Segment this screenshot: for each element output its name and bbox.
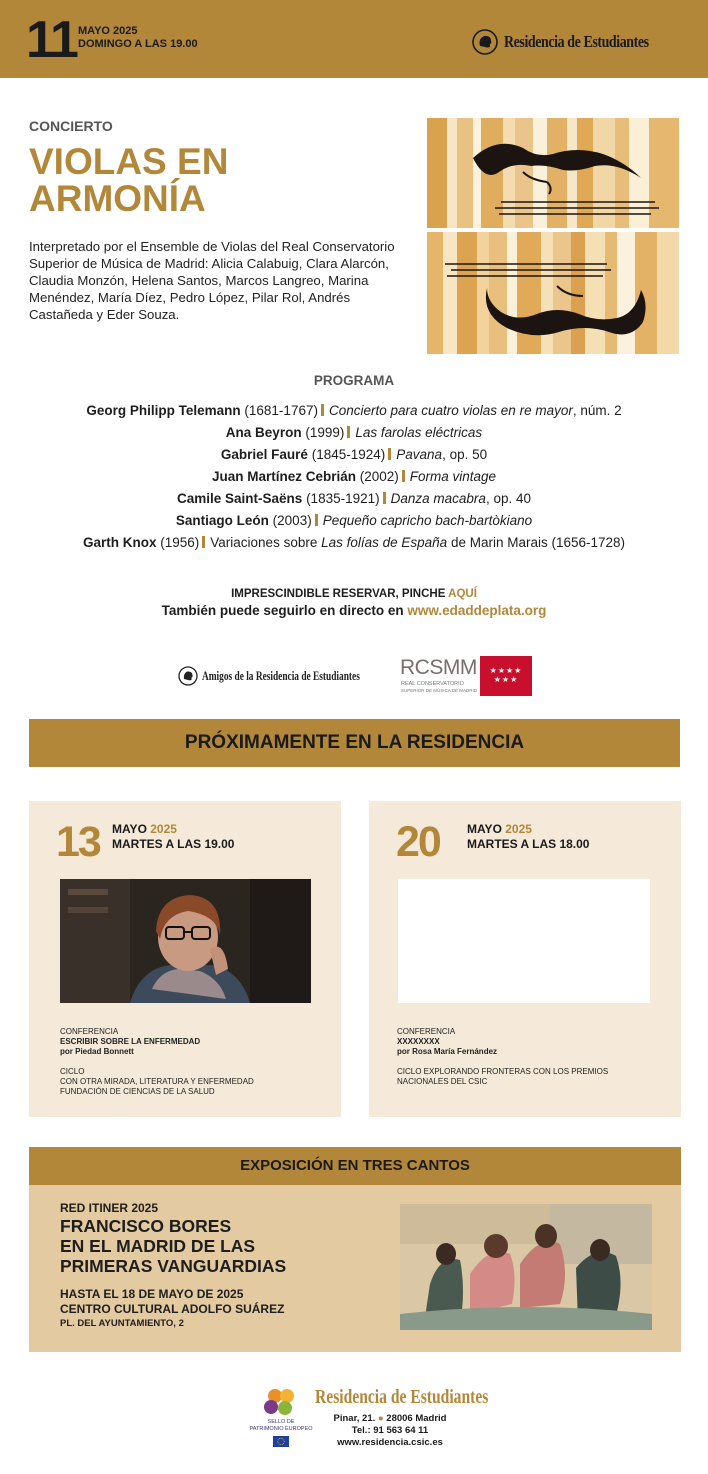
programa-heading: PROGRAMA	[313, 373, 395, 388]
footer-address: Pinar, 21. ● 28006 Madrid Tel.: 91 563 64 11 www.residencia.csic.es	[310, 1413, 470, 1449]
upcoming-event-card[interactable]	[369, 801, 681, 1117]
composer-name: Garth Knox	[82, 535, 157, 550]
expo-kicker: RED ITINER 2025	[60, 1201, 159, 1215]
residencia-logo-text: Residencia de Estudiantes	[503, 32, 649, 51]
separator-bar	[347, 426, 350, 438]
card-type: CONFERENCIA	[397, 1027, 456, 1036]
card-title: ESCRIBIR SOBRE LA ENFERMEDAD	[60, 1037, 201, 1046]
separator-bar	[383, 492, 386, 504]
composer-years: (1956)	[160, 535, 200, 550]
footer-street: Pinar, 21.	[333, 1413, 376, 1424]
european-heritage-seal-icon	[245, 1386, 317, 1452]
expo-title-line1: FRANCISCO BORES	[60, 1216, 232, 1236]
card-details	[397, 1027, 657, 1087]
madrid-flag-icon: ★★★★ ★★★	[480, 656, 532, 696]
card-month: MAYO	[112, 822, 147, 836]
residencia-head-icon	[472, 29, 498, 55]
composer-years: (1999)	[305, 425, 345, 440]
composer-name: Georg Philipp Telemann	[86, 403, 241, 418]
programa-item	[0, 488, 708, 510]
separator-bar	[202, 536, 205, 548]
separator-bar	[388, 448, 391, 460]
card-weekday-time: MARTES A LAS 18.00	[467, 837, 590, 851]
amigos-logo[interactable]	[178, 666, 421, 686]
card-day: 13	[56, 818, 100, 866]
expo-venue: CENTRO CULTURAL ADOLFO SUÁREZ	[60, 1302, 285, 1316]
painting-image	[400, 1204, 652, 1330]
programa-item	[0, 510, 708, 532]
card-year: 2025	[505, 822, 532, 836]
residencia-logo[interactable]	[472, 28, 680, 56]
header-bar	[0, 0, 708, 78]
programa-item	[0, 400, 708, 422]
event-kicker: CONCIERTO	[29, 118, 113, 134]
work-title: Forma vintage	[409, 469, 497, 484]
event-day: 11	[26, 11, 77, 69]
programa-list	[0, 400, 708, 554]
live-text: También puede seguirlo en directo en	[161, 603, 408, 618]
card-cycle-label: CICLO	[60, 1067, 85, 1076]
programa-item	[0, 466, 708, 488]
event-weekday-time: DOMINGO A LAS 19.00	[78, 38, 198, 50]
card-cycle: CON OTRA MIRADA, LITERATURA Y ENFERMEDAD	[60, 1077, 254, 1086]
rcsmm-logo-text: RCSMM	[400, 656, 477, 679]
composer-years: (2002)	[359, 469, 399, 484]
work-title: Pequeño capricho bach-bartòkiano	[322, 513, 533, 528]
programa-item	[0, 532, 708, 554]
card-date	[467, 822, 589, 852]
expo-title-line3: PRIMERAS VANGUARDIAS	[60, 1256, 287, 1276]
seal-line1: SELLO DE	[267, 1419, 295, 1425]
footer-logo-text[interactable]: Residencia de Estudiantes	[315, 1386, 489, 1408]
rcsmm-subtitle-2: SUPERIOR DE MÚSICA DE MADRID	[401, 688, 478, 693]
expo-title	[60, 1216, 380, 1276]
rcsmm-subtitle: REAL CONSERVATORIO	[401, 681, 464, 687]
composer-name: Juan Martínez Cebrián	[211, 469, 356, 484]
composer-name: Camile Saint-Saëns	[177, 491, 303, 506]
live-stream-link[interactable]: www.edaddeplata.org	[407, 603, 547, 618]
card-speaker: por Piedad Bonnett	[60, 1047, 134, 1056]
proximamente-heading: PRÓXIMAMENTE EN LA RESIDENCIA	[29, 719, 680, 767]
work-title: Las farolas eléctricas	[355, 425, 483, 440]
composer-name: Santiago León	[175, 513, 269, 528]
composer-years: (1835-1921)	[306, 491, 380, 506]
programa-item	[0, 422, 708, 444]
composer-years: (1681-1767)	[244, 403, 318, 418]
live-line	[0, 603, 708, 618]
programa-item	[0, 444, 708, 466]
footer-postal: 28006 Madrid	[386, 1413, 447, 1424]
card-cycle-org: FUNDACIÓN DE CIENCIAS DE LA SALUD	[60, 1087, 215, 1096]
event-dateline	[78, 25, 198, 51]
card-month: MAYO	[467, 822, 502, 836]
reserve-text: IMPRESCINDIBLE RESERVAR, PINCHE	[231, 588, 449, 600]
event-title-line2: ARMONÍA	[29, 178, 206, 219]
rcsmm-logo[interactable]	[400, 656, 532, 696]
speaker-photo-placeholder	[398, 879, 650, 1003]
work-extra: , núm. 2	[572, 403, 622, 418]
work-title: Pavana	[396, 447, 443, 462]
exposicion-card[interactable]	[29, 1185, 681, 1352]
event-title	[29, 143, 409, 217]
work-extra: de Marin Marais (1656-1728)	[447, 535, 626, 550]
card-year: 2025	[150, 822, 177, 836]
expo-date: HASTA EL 18 DE MAYO DE 2025	[60, 1287, 244, 1301]
card-cycle: CICLO EXPLORANDO FRONTERAS CON LOS PREMIOS	[397, 1067, 609, 1076]
composer-years: (1845-1924)	[311, 447, 386, 462]
work-extra: , op. 40	[485, 491, 531, 506]
card-day: 20	[396, 818, 440, 866]
card-type: CONFERENCIA	[60, 1027, 119, 1036]
viola-artwork-image	[427, 118, 679, 354]
reserve-link[interactable]: AQUÍ	[448, 588, 477, 600]
expo-dates	[60, 1287, 284, 1317]
card-speaker: por Rosa María Fernández	[397, 1047, 498, 1056]
work-extra: , op. 50	[442, 447, 488, 462]
composer-years: (2003)	[272, 513, 312, 528]
work-prefix: Variaciones sobre	[210, 535, 322, 550]
card-details	[60, 1027, 320, 1097]
work-title: Concierto para cuatro violas en re mayor	[328, 403, 573, 418]
exposicion-heading: EXPOSICIÓN EN TRES CANTOS	[29, 1147, 681, 1185]
card-title: XXXXXXXX	[397, 1037, 440, 1046]
composer-name: Gabriel Fauré	[220, 447, 308, 462]
footer-web-link[interactable]: www.residencia.csic.es	[337, 1437, 443, 1448]
speaker-photo	[60, 879, 311, 1003]
separator-bar	[402, 470, 405, 482]
work-title: Las folías de España	[321, 535, 448, 550]
separator-bar	[315, 514, 318, 526]
reserve-line	[0, 588, 708, 600]
amigos-head-icon	[178, 666, 198, 686]
event-description: Interpretado por el Ensemble de Violas del Real Conservatorio Superior de Música de Madrid: Alicia Calabuig, Clara Alarcón, Claudia Monzón, Helena Santos, Marcos Langreo, Marina Menéndez, María Díez, Pedro López, Pilar Rol, Andrés Castañeda y Eder Souza.	[29, 239, 395, 322]
card-date	[112, 822, 234, 852]
separator-bar	[321, 404, 324, 416]
amigos-logo-text: Amigos de la Residencia de Estudiantes	[202, 668, 360, 683]
work-title: Danza macabra	[390, 491, 486, 506]
expo-title-line2: EN EL MADRID DE LAS	[60, 1236, 256, 1256]
event-month-year: MAYO 2025	[78, 25, 138, 37]
composer-name: Ana Beyron	[225, 425, 302, 440]
upcoming-event-card[interactable]	[29, 801, 341, 1117]
card-cycle-2: NACIONALES DEL CSIC	[397, 1077, 488, 1086]
footer-phone: Tel.: 91 563 64 11	[351, 1425, 429, 1436]
event-title-line1: VIOLAS EN	[29, 141, 229, 182]
card-weekday-time: MARTES A LAS 19.00	[112, 837, 235, 851]
seal-line2: PATRIMONIO EUROPEO	[249, 1426, 313, 1432]
expo-address: PL. DEL AYUNTAMIENTO, 2	[60, 1318, 184, 1329]
